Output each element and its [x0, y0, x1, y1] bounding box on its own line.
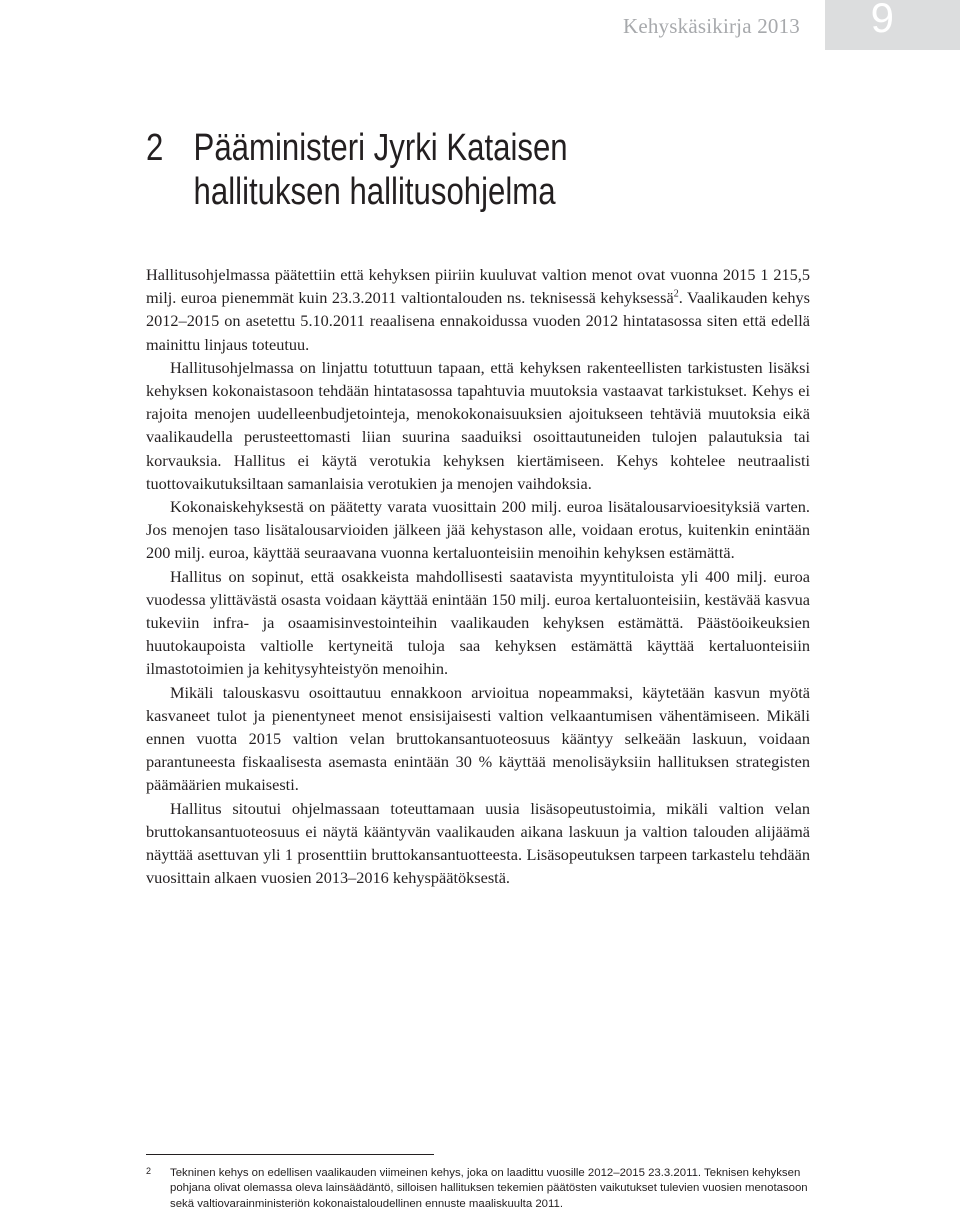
chapter-number: 2: [146, 127, 164, 169]
paragraph-5: Mikäli talouskasvu osoittautuu ennakkoon arvioitua nopeammaksi, käytetään kasvun myötä kasvaneet tulot ja pienentyneet menot ensisijaisesti valtion velkaantumisen vähentämiseen. Mikäli ennen vuotta 2015 valtion velan bruttokansantuoteosuus kääntyy selkeään laskuun, voidaan parantuneesta fiskaalisesta asemasta enintään 30 % käyttää menolisäyksiin hallituksen strategisten päämäärien mukaisesti.: [146, 682, 810, 795]
paragraph-6: Hallitus sitoutui ohjelmassaan toteuttamaan uusia lisäsopeutustoimia, mikäli valtion velan bruttokansantuoteosuus ei näytä kääntyvän vaalikauden aikana laskuun ja valtion talouden alijäämä näyttää asettuvan yli 1 prosenttiin bruttokansantuotteesta. Lisäsopeutuksen tarpeen tarkastelu tehdään vuosittain alkaen vuosien 2013–2016 kehyspäätöksestä.: [146, 798, 810, 888]
paragraph-1: [146, 263, 810, 356]
chapter-title-line-1: Pääministeri Jyrki Kataisen: [193, 127, 568, 169]
paragraph-1-text-continued: . Vaalikauden kehys 2012–2015 on asetettu 5.10.2011 reaalisena ennakoidussa vuoden 2012 hintatasossa siten että edellä mainittu linjaus toteutuu.: [146, 288, 810, 354]
chapter-heading: [146, 126, 568, 214]
footnote-divider: [146, 1154, 434, 1155]
page-number-tab: [825, 0, 960, 50]
footnote-text: Tekninen kehys on edellisen vaalikauden viimeinen kehys, joka on laadittu vuosille 2012–2015 23.3.2011. Teknisen kehyksen pohjana olivat olemassa oleva lainsäädäntö, silloisen hallituksen tekemien päätösten vaikutukset tulevien vuosien menotasoon sekä valtiovarainministeriön kokonaistaloudellinen ennuste maaliskuulta 2011.: [170, 1167, 808, 1210]
footnote-reference[interactable]: 2: [673, 288, 679, 300]
footnote-mark: 2: [146, 1166, 152, 1176]
page-number: 9: [870, 0, 894, 41]
paragraph-1-text: Hallitusohjelmassa päätettiin että kehyksen piiriin kuuluvat valtion menot ovat vuonna 2015 1 215,5 milj. euroa pienemmät kuin 23.3.2011 valtiontalouden ns. teknisessä kehyksessä: [146, 265, 810, 308]
paragraph-4: Hallitus on sopinut, että osakkeista mahdollisesti saatavista myyntituloista yli 400 milj. euroa vuodessa ylittävästä osasta voidaan käyttää enintään 150 milj. euroa kertaluonteisiin, kestävää kasvua tukeviin infra- ja osaamisinvestointeihin vaalikauden kehyksen estämättä. Päästöoikeuksien huutokaupoista valtiolle kertyneitä tuloja saa kehyksen estämättä käyttää kertaluonteisiin ilmastotoimien ja kehitysyhteistyön menoihin.: [146, 566, 810, 679]
paragraph-2: Hallitusohjelmassa on linjattu totuttuun tapaan, että kehyksen rakenteellisten tarkistusten lisäksi kehyksen kokonaistasoon tehdään hintatasossa tapahtuvia muutoksia vastaavat tarkistukset. Kehys ei rajoita menojen uudelleenbudjetointeja, menokokonaisuuksien ajoitukseen tehtäviä muutoksia eikä vaalikaudella perusteettomasti liian suurina saaduiksi osoittautuneiden tulojen palautuksia tai korvauksia. Hallitus ei käytä verotukia kehyksen kiertämiseen. Kehys kohtelee neutraalisti tuottovaikutuksiltaan samanlaisia verotukien ja menojen vaihdoksia.: [146, 357, 810, 493]
chapter-title-line-2: hallituksen hallitusohjelma: [193, 171, 556, 213]
paragraph-3: Kokonaiskehyksestä on päätetty varata vuosittain 200 milj. euroa lisätalousarvioesityksiä varten. Jos menojen taso lisätalousarvioiden jälkeen jää kehystason alle, voidaan erotus, kuitenkin enintään 200 milj. euroa, käyttää seuraavana vuonna kertaluonteisiin menoihin kehyksen estämättä.: [146, 497, 810, 563]
running-header-title: Kehyskäsikirja 2013: [622, 14, 800, 38]
body-text: [146, 263, 810, 889]
footnote: [146, 1166, 810, 1212]
